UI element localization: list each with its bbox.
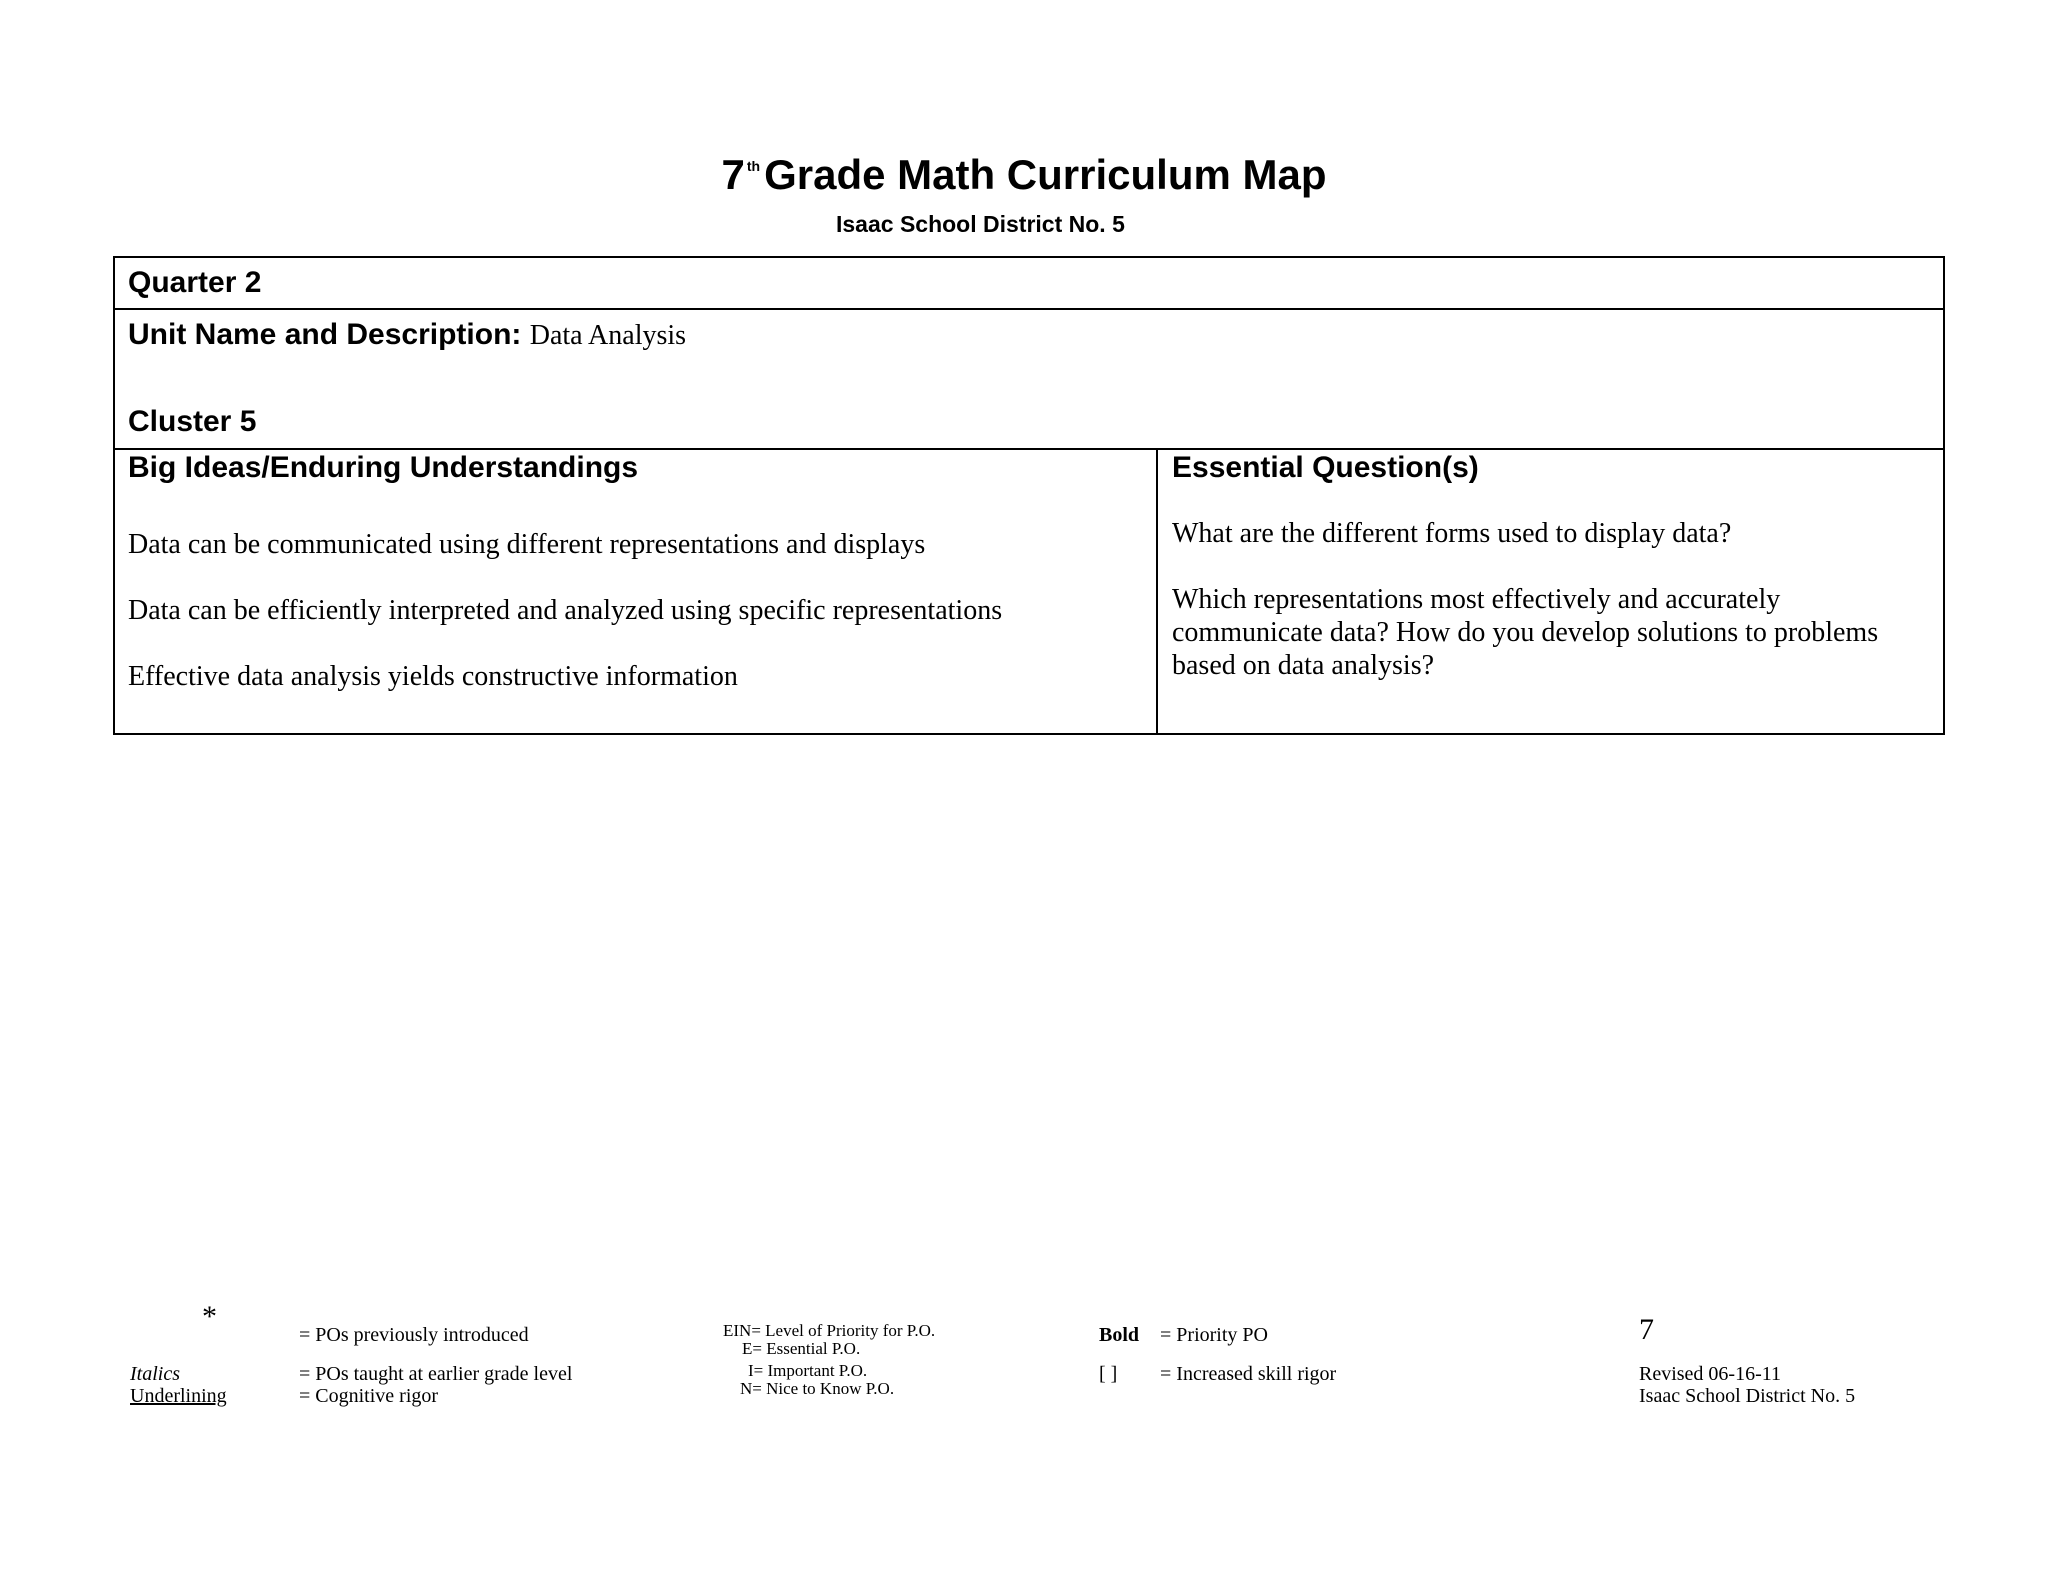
bold-description: = Priority PO [1160,1324,1268,1346]
quarter-row [113,256,1945,310]
page-number: 7 [1639,1313,1654,1346]
big-idea-item: Data can be communicated using different representations and displays [128,529,926,560]
title-text: Grade Math Curriculum Map [764,151,1327,198]
bracket-description: = Increased skill rigor [1160,1363,1337,1385]
essential-questions-heading: Essential Question(s) [1172,451,1479,484]
asterisk-description: = POs previously introduced [299,1324,529,1346]
ein-legend-title: EIN= Level of Priority for P.O. [723,1321,936,1340]
title-grade-number: 7 [721,151,745,198]
big-idea-item: Effective data analysis yields constructive information [128,661,738,692]
essential-question-item: What are the different forms used to display data? [1172,518,1732,549]
big-ideas-heading: Big Ideas/Enduring Understandings [128,451,639,484]
revised-date: Revised 06-16-11 [1639,1363,1782,1385]
cluster-label: Cluster 5 [128,405,257,438]
page-subtitle: Isaac School District No. 5 [836,211,1125,237]
essential-question-item: Which representations most effectively and accurately communicate data? How do you develop solutions to problems based on data analysis? [1172,584,1879,681]
title-grade-suffix: th [746,158,761,174]
page-title [0,140,2048,201]
asterisk-symbol: * [202,1300,217,1333]
bold-label: Bold [1099,1324,1140,1346]
italics-label: Italics [130,1363,180,1385]
ein-legend-line: I= Important P.O. [748,1361,868,1380]
unit-value: Data Analysis [529,320,687,351]
footer-district: Isaac School District No. 5 [1639,1385,1856,1407]
bracket-label: [ ] [1099,1363,1118,1385]
underlining-label: Underlining [130,1385,227,1407]
italics-description: = POs taught at earlier grade level [299,1363,573,1385]
big-idea-item: Data can be efficiently interpreted and analyzed using specific representations [128,595,1003,626]
underlining-description: = Cognitive rigor [299,1385,439,1407]
quarter-label: Quarter 2 [128,266,262,299]
ein-legend-line: E= Essential P.O. [742,1339,861,1358]
unit-label: Unit Name and Description: [128,318,522,351]
ein-legend-line: N= Nice to Know P.O. [740,1379,895,1398]
unit-name-line [128,318,686,352]
